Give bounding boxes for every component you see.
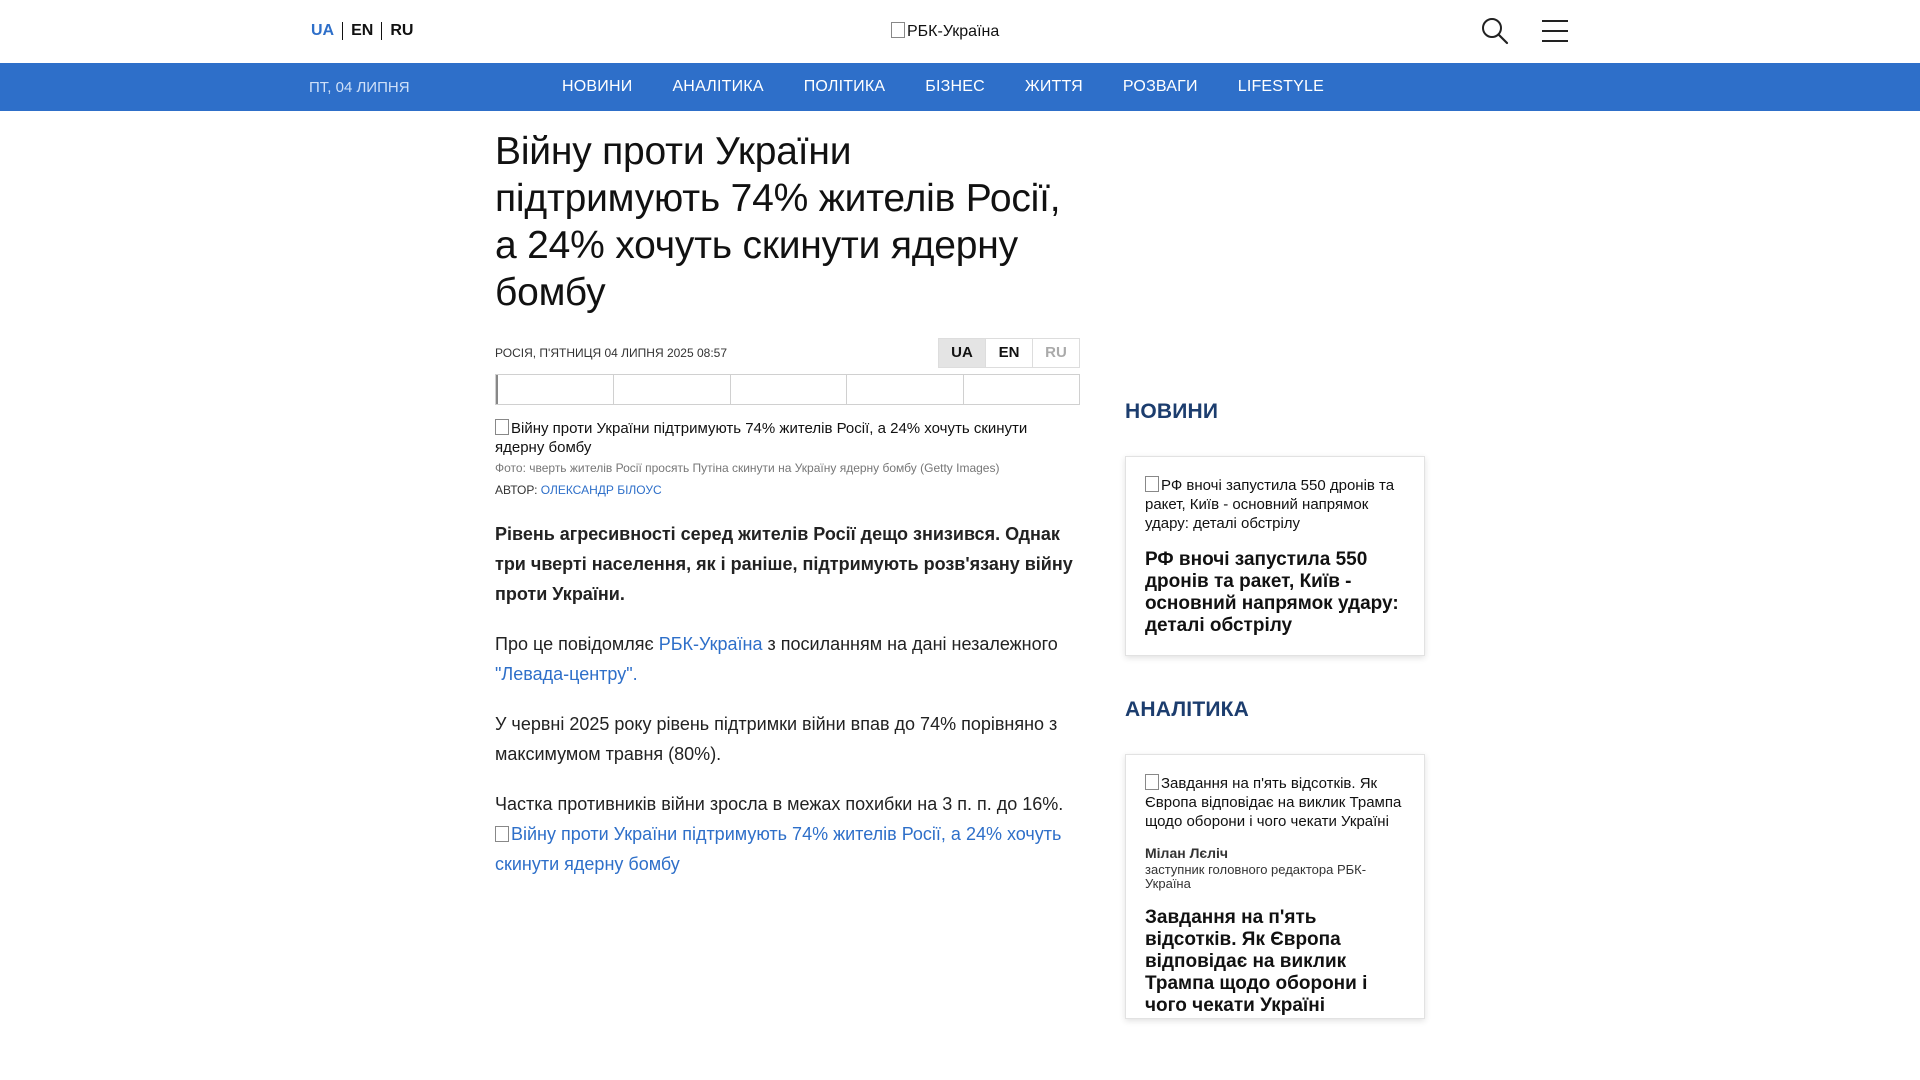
- article: [495, 128, 1080, 879]
- paragraph-text: з посиланням на дані незалежного: [762, 634, 1058, 654]
- lang-ru-link[interactable]: RU: [390, 22, 414, 39]
- article-lang-en-button[interactable]: EN: [985, 338, 1033, 368]
- nav-item-business[interactable]: БІЗНЕС: [925, 78, 985, 95]
- menu-button[interactable]: [1540, 18, 1570, 44]
- search-icon: [1480, 16, 1510, 46]
- current-date: ПТ, 04 ЛИПНЯ: [309, 79, 410, 96]
- search-button[interactable]: [1480, 16, 1510, 46]
- menu-icon: [1540, 18, 1570, 44]
- analytics-card-title[interactable]: Завдання на п'ять відсотків. Як Європа відповідає на виклик Трампа щодо оборони і чого чекати Україні: [1145, 907, 1368, 1016]
- nav-item-life[interactable]: ЖИТТЯ: [1024, 78, 1083, 95]
- main-nav: [0, 63, 1920, 111]
- share-button[interactable]: [730, 375, 846, 404]
- analytics-section-title[interactable]: АНАЛІТИКА: [1125, 698, 1250, 721]
- analytics-card-author-role: заступник головного редактора РБК-Україна: [1145, 862, 1367, 891]
- top-bar: [0, 0, 1920, 63]
- lang-en-link[interactable]: EN: [351, 22, 374, 39]
- article-photo: Війну проти України підтримують 74% жителів Росії, а 24% хочуть скинути ядерну бомбу: [495, 419, 1080, 457]
- article-paragraph: У червні 2025 року рівень підтримки війни впав до 74% порівняно з максимумом травня (80%).: [495, 714, 1058, 764]
- language-selector: [311, 22, 421, 40]
- analytics-card-author: Мілан Лєліч: [1145, 845, 1229, 861]
- article-language-switch: [939, 338, 1080, 368]
- news-section-title[interactable]: НОВИНИ: [1125, 400, 1219, 423]
- rbc-ukraine-link[interactable]: РБК-Україна: [658, 634, 763, 654]
- sidebar: [1125, 400, 1425, 1019]
- analytics-card-image[interactable]: Завдання на п'ять відсотків. Як Європа відповідає на виклик Трампа щодо оборони і чого чекати Україні: [1145, 774, 1405, 831]
- analytics-card[interactable]: [1125, 754, 1425, 1019]
- share-buttons: [495, 374, 1080, 405]
- paragraph-text: Про це повідомляє: [495, 634, 659, 654]
- site-logo[interactable]: РБК-Україна: [891, 22, 999, 41]
- nav-item-entertainment[interactable]: РОЗВАГИ: [1122, 78, 1198, 95]
- nav-item-analytics[interactable]: АНАЛІТИКА: [672, 78, 764, 95]
- article-lang-ru-button[interactable]: RU: [1032, 338, 1080, 368]
- article-meta-row: [495, 338, 1080, 368]
- nav-menu: [542, 63, 1344, 111]
- lang-ua-link[interactable]: UA: [311, 22, 335, 39]
- article-author: [495, 483, 1080, 497]
- levada-center-link[interactable]: "Левада-центру".: [495, 664, 638, 684]
- article-lead: Рівень агресивності серед жителів Росії дещо знизився. Однак три чверті населення, як і раніше, підтримують розв'язану війну проти України.: [495, 524, 1073, 604]
- article-meta: РОСІЯ, П'ЯТНИЦЯ 04 ЛИПНЯ 2025 08:57: [495, 346, 728, 360]
- article-paragraph: [495, 629, 1080, 689]
- share-button[interactable]: [846, 375, 962, 404]
- article-paragraph: Частка противників війни зросла в межах похибки на 3 п. п. до 16%.: [495, 794, 1064, 814]
- related-image-link[interactable]: Війну проти України підтримують 74% жителів Росії, а 24% хочуть скинути ядерну бомбу: [495, 819, 1080, 879]
- share-button[interactable]: [496, 375, 613, 404]
- author-link[interactable]: ОЛЕКСАНДР БІЛОУС: [540, 483, 662, 497]
- nav-item-politics[interactable]: ПОЛІТИКА: [803, 78, 886, 95]
- author-label: АВТОР:: [495, 483, 538, 497]
- share-button[interactable]: [963, 375, 1079, 404]
- nav-item-news[interactable]: НОВИНИ: [562, 78, 633, 95]
- news-card[interactable]: [1125, 456, 1425, 656]
- news-card-image[interactable]: РФ вночі запустила 550 дронів та ракет, Київ - основний напрямок удару: деталі обстрілу: [1145, 476, 1405, 533]
- news-card-title[interactable]: РФ вночі запустила 550 дронів та ракет, Київ - основний напрямок удару: деталі обстрілу: [1145, 549, 1399, 636]
- photo-caption: Фото: чверть жителів Росії просять Путіна скинути на Україну ядерну бомбу (Getty Images): [495, 461, 1000, 475]
- article-title: Війну проти України підтримують 74% жителів Росії, а 24% хочуть скинути ядерну бомбу: [495, 130, 1061, 314]
- nav-item-lifestyle[interactable]: LIFESTYLE: [1237, 78, 1324, 95]
- article-lang-ua-button[interactable]: UA: [938, 338, 986, 368]
- share-button[interactable]: [613, 375, 729, 404]
